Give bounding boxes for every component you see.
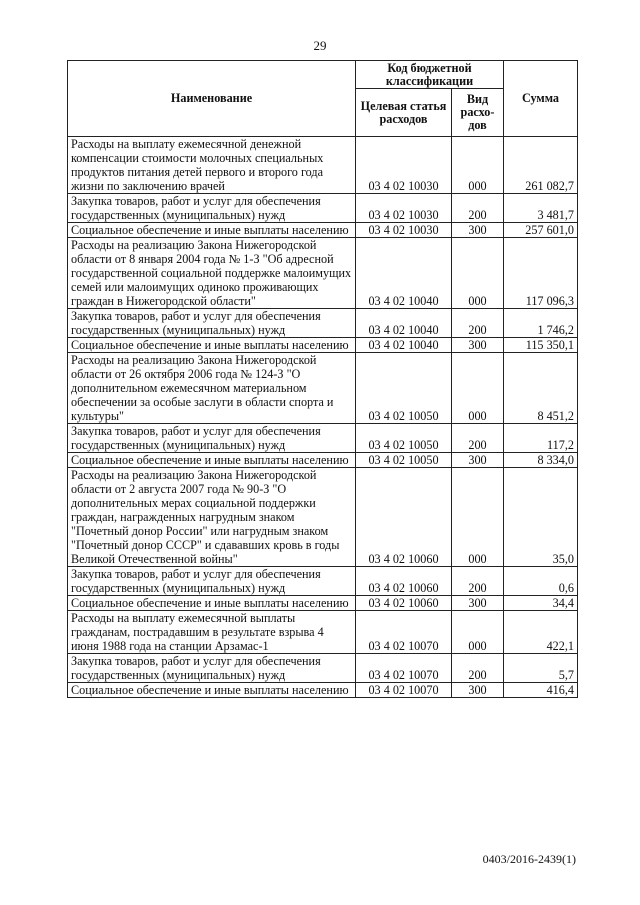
table-row <box>68 137 578 194</box>
header-sum: Сумма <box>504 61 578 137</box>
row-name: Расходы на реализацию Закона Нижегородской области от 26 октября 2006 года № 124-З "О дополнительном ежемесячном материальном обеспечении за особые заслуги в области спорта и культуры" <box>68 353 356 424</box>
row-expense-type: 000 <box>452 468 504 567</box>
table-row <box>68 683 578 698</box>
table-row <box>68 611 578 654</box>
row-sum: 0,6 <box>504 567 578 596</box>
row-target-article: 03 4 02 10050 <box>356 424 452 453</box>
row-name: Расходы на реализацию Закона Нижегородской области от 2 августа 2007 года № 90-З "О дополнительных мерах социальной поддержки граждан, награжденных нагрудным знаком "Почетный донор России" или нагрудным знаком "Почетный донор СССР" и сдававших кровь в годы Великой Отечественной войны" <box>68 468 356 567</box>
table-header <box>68 61 578 137</box>
row-name: Социальное обеспечение и иные выплаты населению <box>68 453 356 468</box>
document-code: 0403/2016-2439(1) <box>482 852 576 866</box>
row-target-article: 03 4 02 10070 <box>356 611 452 654</box>
row-sum: 257 601,0 <box>504 223 578 238</box>
row-sum: 34,4 <box>504 596 578 611</box>
row-expense-type: 200 <box>452 567 504 596</box>
row-name: Закупка товаров, работ и услуг для обеспечения государственных (муниципальных) нужд <box>68 309 356 338</box>
row-target-article: 03 4 02 10040 <box>356 309 452 338</box>
table-row <box>68 338 578 353</box>
row-expense-type: 200 <box>452 654 504 683</box>
row-name: Закупка товаров, работ и услуг для обеспечения государственных (муниципальных) нужд <box>68 194 356 223</box>
header-expense-type: Вид расхо-дов <box>452 89 504 137</box>
row-name: Закупка товаров, работ и услуг для обеспечения государственных (муниципальных) нужд <box>68 654 356 683</box>
table-row <box>68 194 578 223</box>
row-name: Социальное обеспечение и иные выплаты населению <box>68 596 356 611</box>
table-row <box>68 567 578 596</box>
row-sum: 5,7 <box>504 654 578 683</box>
row-sum: 8 451,2 <box>504 353 578 424</box>
budget-table <box>67 60 578 698</box>
row-target-article: 03 4 02 10060 <box>356 596 452 611</box>
row-expense-type: 300 <box>452 453 504 468</box>
row-expense-type: 300 <box>452 683 504 698</box>
row-target-article: 03 4 02 10060 <box>356 567 452 596</box>
row-target-article: 03 4 02 10050 <box>356 353 452 424</box>
row-target-article: 03 4 02 10050 <box>356 453 452 468</box>
row-expense-type: 000 <box>452 238 504 309</box>
row-name: Закупка товаров, работ и услуг для обеспечения государственных (муниципальных) нужд <box>68 567 356 596</box>
row-sum: 1 746,2 <box>504 309 578 338</box>
table-row <box>68 223 578 238</box>
row-sum: 35,0 <box>504 468 578 567</box>
row-sum: 422,1 <box>504 611 578 654</box>
row-name: Расходы на выплату ежемесячной выплаты гражданам, пострадавшим в результате взрыва 4 июня 1988 года на станции Арзамас-1 <box>68 611 356 654</box>
row-target-article: 03 4 02 10040 <box>356 338 452 353</box>
row-sum: 117,2 <box>504 424 578 453</box>
row-expense-type: 300 <box>452 596 504 611</box>
header-code-group: Код бюджетной классификации <box>356 61 504 89</box>
header-target-article: Целевая статья расходов <box>356 89 452 137</box>
table-row <box>68 596 578 611</box>
row-name: Закупка товаров, работ и услуг для обеспечения государственных (муниципальных) нужд <box>68 424 356 453</box>
row-expense-type: 000 <box>452 611 504 654</box>
row-sum: 261 082,7 <box>504 137 578 194</box>
row-target-article: 03 4 02 10030 <box>356 194 452 223</box>
row-name: Расходы на реализацию Закона Нижегородской области от 8 января 2004 года № 1-З "Об адресной государственной социальной поддержке малоимущих семей или малоимущих одиноко проживающих граждан в Нижегородской области" <box>68 238 356 309</box>
table-row <box>68 468 578 567</box>
row-expense-type: 000 <box>452 137 504 194</box>
row-target-article: 03 4 02 10060 <box>356 468 452 567</box>
row-target-article: 03 4 02 10040 <box>356 238 452 309</box>
table-row <box>68 238 578 309</box>
header-name: Наименование <box>68 61 356 137</box>
row-expense-type: 200 <box>452 424 504 453</box>
row-expense-type: 000 <box>452 353 504 424</box>
table-row <box>68 654 578 683</box>
table-row <box>68 424 578 453</box>
row-name: Социальное обеспечение и иные выплаты населению <box>68 223 356 238</box>
table-row <box>68 353 578 424</box>
row-name: Социальное обеспечение и иные выплаты населению <box>68 338 356 353</box>
row-sum: 416,4 <box>504 683 578 698</box>
row-expense-type: 300 <box>452 223 504 238</box>
row-expense-type: 200 <box>452 194 504 223</box>
row-target-article: 03 4 02 10030 <box>356 223 452 238</box>
row-expense-type: 300 <box>452 338 504 353</box>
row-target-article: 03 4 02 10070 <box>356 654 452 683</box>
row-sum: 117 096,3 <box>504 238 578 309</box>
row-name: Социальное обеспечение и иные выплаты населению <box>68 683 356 698</box>
page-number: 29 <box>313 38 327 53</box>
row-expense-type: 200 <box>452 309 504 338</box>
row-name: Расходы на выплату ежемесячной денежной компенсации стоимости молочных специальных продуктов питания детей первого и второго года жизни по заключению врачей <box>68 137 356 194</box>
table-row <box>68 453 578 468</box>
row-target-article: 03 4 02 10030 <box>356 137 452 194</box>
row-sum: 3 481,7 <box>504 194 578 223</box>
row-sum: 8 334,0 <box>504 453 578 468</box>
row-target-article: 03 4 02 10070 <box>356 683 452 698</box>
table-row <box>68 309 578 338</box>
table-body <box>68 137 578 698</box>
row-sum: 115 350,1 <box>504 338 578 353</box>
